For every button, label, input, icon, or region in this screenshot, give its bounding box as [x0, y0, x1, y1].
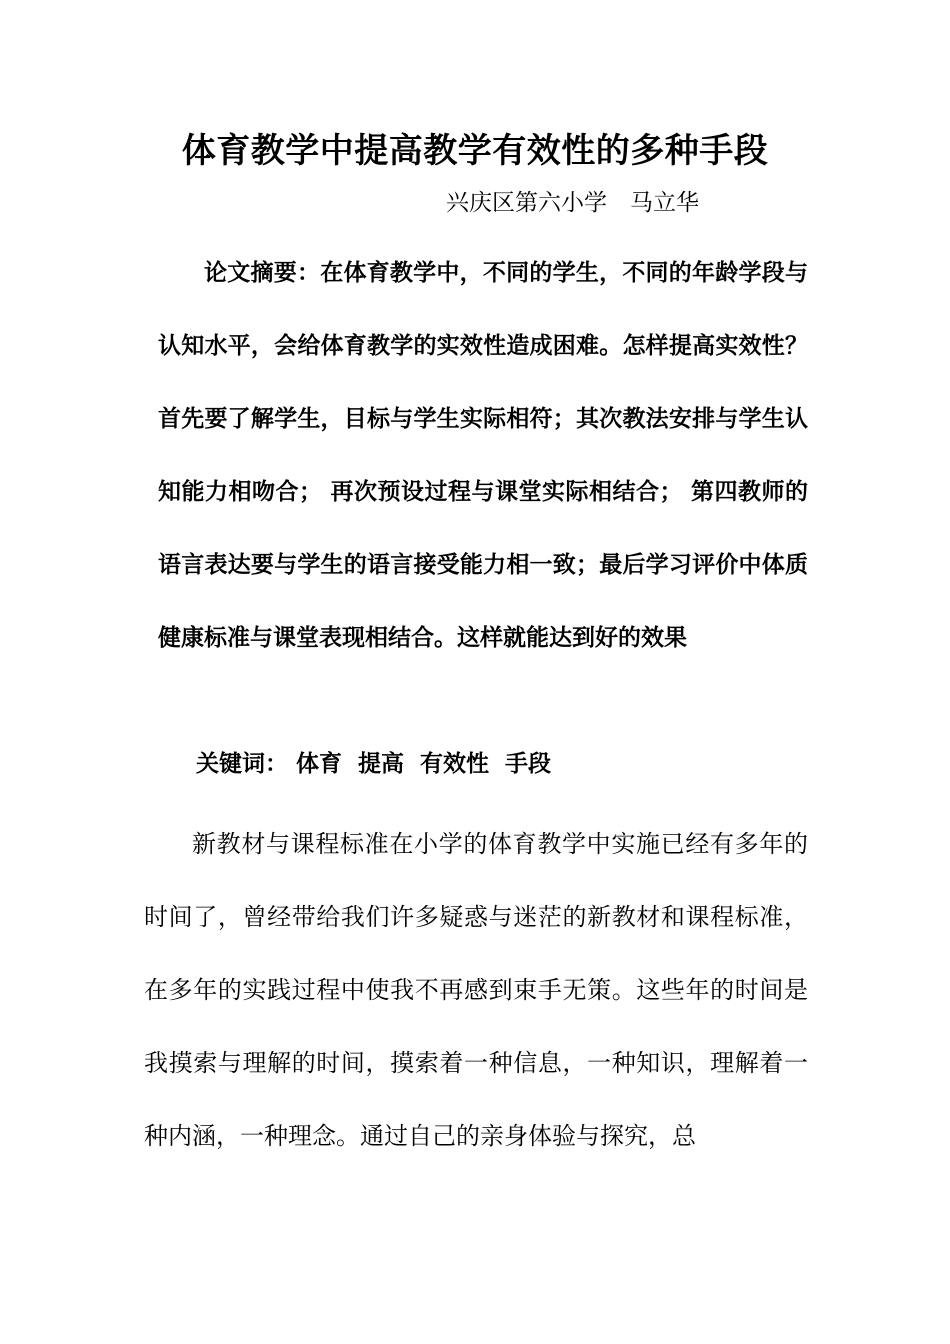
- document-title: 体育教学中提高教学有效性的多种手段: [181, 131, 769, 171]
- keywords-line: 关键词： 体育 提高 有效性 手段: [196, 750, 552, 777]
- abstract-paragraph: 论文摘要：在体育教学中，不同的学生，不同的年龄学段与认知水平，会给体育教学的实效性造成困难。怎样提高实效性？首先要了解学生，目标与学生实际相符；其次教法安排与学生认知能力相吻合； 再次预设过程与课堂实际相结合； 第四教师的语言表达要与学生的语言接受能力相一致；最后学习评价中体质健康标准与课堂表现相结合。这样就能达到好的效果: [158, 259, 808, 651]
- body-paragraph: 新教材与课程标准在小学的体育教学中实施已经有多年的时间了，曾经带给我们许多疑惑与迷茫的新教材和课程标准，在多年的实践过程中使我不再感到束手无策。这些年的时间是我摸索与理解的时间，摸索着一种信息，一种知识，理解着一种内涵，一种理念。通过自己的亲身体验与探究，总: [144, 830, 808, 1150]
- author-line: 兴庆区第六小学 马立华: [446, 190, 699, 216]
